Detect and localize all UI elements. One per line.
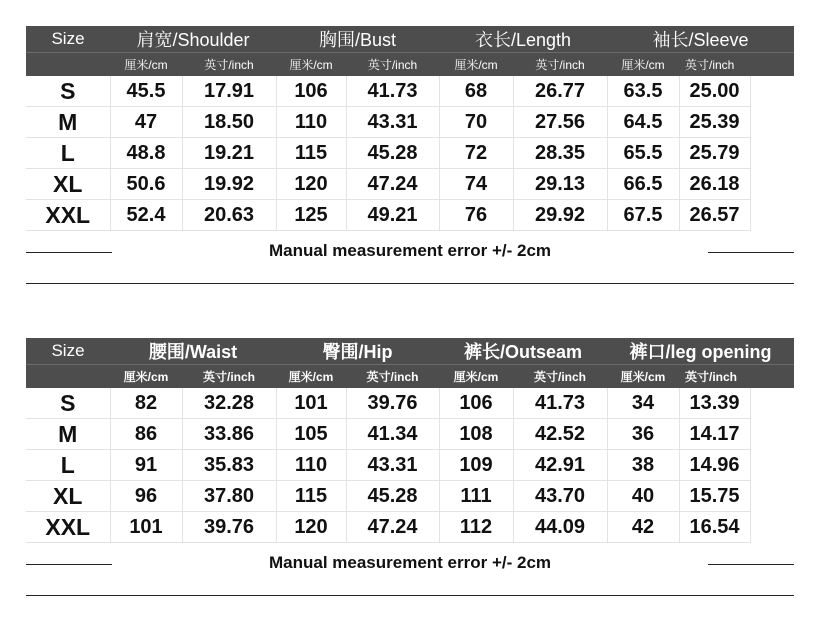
spacer-cell: [750, 200, 794, 231]
value-cm-cell: 48.8: [110, 138, 182, 169]
size-cell: S: [26, 388, 110, 419]
unit-cm: 厘米/cm: [276, 53, 346, 77]
value-cm-cell: 96: [110, 481, 182, 512]
value-cm-cell: 70: [439, 107, 513, 138]
value-inch-cell: 16.54: [679, 512, 750, 543]
note-line-right: [708, 252, 794, 253]
value-inch-cell: 26.77: [513, 76, 607, 107]
value-cm-cell: 68: [439, 76, 513, 107]
value-cm-cell: 106: [439, 388, 513, 419]
unit-inch: 英寸/inch: [346, 53, 439, 77]
table-row: [26, 169, 794, 200]
value-inch-cell: 19.21: [182, 138, 276, 169]
value-inch-cell: 47.24: [346, 169, 439, 200]
value-cm-cell: 67.5: [607, 200, 679, 231]
bottom-size-table: [26, 338, 794, 543]
value-inch-cell: 45.28: [346, 481, 439, 512]
value-cm-cell: 112: [439, 512, 513, 543]
unit-inch: 英寸/inch: [182, 365, 276, 389]
header-shoulder: 肩宽/Shoulder: [110, 26, 276, 53]
value-inch-cell: 37.80: [182, 481, 276, 512]
spacer-cell: [750, 388, 794, 419]
value-inch-cell: 26.18: [679, 169, 750, 200]
value-inch-cell: 39.76: [346, 388, 439, 419]
spacer-cell: [750, 138, 794, 169]
value-inch-cell: 25.79: [679, 138, 750, 169]
header-sleeve: 袖长/Sleeve: [607, 26, 794, 53]
table-row: [26, 481, 794, 512]
value-cm-cell: 115: [276, 481, 346, 512]
section-divider: [26, 595, 794, 596]
value-inch-cell: 42.52: [513, 419, 607, 450]
value-inch-cell: 29.92: [513, 200, 607, 231]
value-inch-cell: 33.86: [182, 419, 276, 450]
top-rows: [26, 76, 794, 231]
header-length: 衣长/Length: [439, 26, 607, 53]
size-cell: XXL: [26, 200, 110, 231]
spacer-cell: [750, 169, 794, 200]
value-cm-cell: 101: [110, 512, 182, 543]
value-inch-cell: 29.13: [513, 169, 607, 200]
value-cm-cell: 125: [276, 200, 346, 231]
unit-cm: 厘米/cm: [110, 365, 182, 389]
value-inch-cell: 14.96: [679, 450, 750, 481]
unit-blank: [26, 365, 110, 389]
unit-inch: 英寸/inch: [346, 365, 439, 389]
unit-row: [26, 53, 794, 77]
unit-cm: 厘米/cm: [110, 53, 182, 77]
top-size-table: [26, 26, 794, 231]
value-cm-cell: 109: [439, 450, 513, 481]
value-inch-cell: 32.28: [182, 388, 276, 419]
spacer-cell: [750, 107, 794, 138]
size-cell: M: [26, 107, 110, 138]
note-text: Manual measurement error +/- 2cm: [268, 241, 552, 260]
measurement-note: [26, 545, 794, 585]
spacer-cell: [750, 512, 794, 543]
value-inch-cell: 28.35: [513, 138, 607, 169]
value-inch-cell: 43.31: [346, 107, 439, 138]
value-inch-cell: 13.39: [679, 388, 750, 419]
value-cm-cell: 111: [439, 481, 513, 512]
unit-inch: 英寸/inch: [182, 53, 276, 77]
table-row: [26, 450, 794, 481]
value-cm-cell: 38: [607, 450, 679, 481]
value-cm-cell: 50.6: [110, 169, 182, 200]
value-cm-cell: 65.5: [607, 138, 679, 169]
value-cm-cell: 47: [110, 107, 182, 138]
bottom-rows: [26, 388, 794, 543]
top-size-chart: [26, 26, 794, 273]
value-cm-cell: 45.5: [110, 76, 182, 107]
value-cm-cell: 120: [276, 512, 346, 543]
header-outseam: 裤长/Outseam: [439, 338, 607, 365]
value-inch-cell: 20.63: [182, 200, 276, 231]
table-row: [26, 138, 794, 169]
value-inch-cell: 43.70: [513, 481, 607, 512]
value-inch-cell: 41.73: [346, 76, 439, 107]
header-hip: 臀围/Hip: [276, 338, 439, 365]
unit-cm: 厘米/cm: [607, 365, 679, 389]
value-inch-cell: 49.21: [346, 200, 439, 231]
size-cell: S: [26, 76, 110, 107]
table-row: [26, 419, 794, 450]
value-cm-cell: 72: [439, 138, 513, 169]
size-cell: L: [26, 138, 110, 169]
value-cm-cell: 52.4: [110, 200, 182, 231]
value-cm-cell: 42: [607, 512, 679, 543]
value-cm-cell: 64.5: [607, 107, 679, 138]
value-cm-cell: 120: [276, 169, 346, 200]
unit-inch: 英寸/inch: [513, 365, 607, 389]
value-cm-cell: 34: [607, 388, 679, 419]
spacer-cell: [750, 76, 794, 107]
value-cm-cell: 76: [439, 200, 513, 231]
measurement-note: [26, 233, 794, 273]
value-cm-cell: 74: [439, 169, 513, 200]
value-inch-cell: 18.50: [182, 107, 276, 138]
value-cm-cell: 66.5: [607, 169, 679, 200]
value-cm-cell: 108: [439, 419, 513, 450]
unit-blank: [26, 53, 110, 77]
value-cm-cell: 91: [110, 450, 182, 481]
value-cm-cell: 82: [110, 388, 182, 419]
spacer-cell: [750, 450, 794, 481]
table-row: [26, 512, 794, 543]
value-cm-cell: 101: [276, 388, 346, 419]
spacer-cell: [750, 419, 794, 450]
note-line-right: [708, 564, 794, 565]
value-cm-cell: 63.5: [607, 76, 679, 107]
value-inch-cell: 27.56: [513, 107, 607, 138]
header-leg-opening: 裤口/leg opening: [607, 338, 794, 365]
value-cm-cell: 86: [110, 419, 182, 450]
value-inch-cell: 42.91: [513, 450, 607, 481]
table-row: [26, 107, 794, 138]
value-inch-cell: 47.24: [346, 512, 439, 543]
value-inch-cell: 35.83: [182, 450, 276, 481]
header-waist: 腰围/Waist: [110, 338, 276, 365]
value-cm-cell: 105: [276, 419, 346, 450]
size-header: Size: [26, 338, 110, 365]
value-inch-cell: 43.31: [346, 450, 439, 481]
unit-inch: 英寸/inch: [513, 53, 607, 77]
unit-inch: 英寸/inch: [679, 53, 794, 77]
size-cell: L: [26, 450, 110, 481]
value-cm-cell: 36: [607, 419, 679, 450]
value-inch-cell: 25.39: [679, 107, 750, 138]
value-inch-cell: 26.57: [679, 200, 750, 231]
note-text: Manual measurement error +/- 2cm: [268, 553, 552, 572]
section-divider: [26, 283, 794, 284]
header-bust: 胸围/Bust: [276, 26, 439, 53]
value-cm-cell: 110: [276, 450, 346, 481]
size-header: Size: [26, 26, 110, 53]
unit-row: [26, 365, 794, 389]
header-row: [26, 338, 794, 365]
value-inch-cell: 41.73: [513, 388, 607, 419]
header-row: [26, 26, 794, 53]
value-cm-cell: 40: [607, 481, 679, 512]
value-inch-cell: 41.34: [346, 419, 439, 450]
unit-inch: 英寸/inch: [679, 365, 794, 389]
value-inch-cell: 17.91: [182, 76, 276, 107]
unit-cm: 厘米/cm: [276, 365, 346, 389]
value-inch-cell: 44.09: [513, 512, 607, 543]
size-cell: XL: [26, 169, 110, 200]
value-inch-cell: 25.00: [679, 76, 750, 107]
value-inch-cell: 15.75: [679, 481, 750, 512]
size-cell: XXL: [26, 512, 110, 543]
table-row: [26, 388, 794, 419]
table-row: [26, 200, 794, 231]
value-cm-cell: 115: [276, 138, 346, 169]
table-row: [26, 76, 794, 107]
value-inch-cell: 14.17: [679, 419, 750, 450]
value-inch-cell: 19.92: [182, 169, 276, 200]
bottom-size-chart: [26, 338, 794, 585]
value-inch-cell: 45.28: [346, 138, 439, 169]
value-cm-cell: 110: [276, 107, 346, 138]
size-cell: XL: [26, 481, 110, 512]
unit-cm: 厘米/cm: [439, 53, 513, 77]
value-inch-cell: 39.76: [182, 512, 276, 543]
value-cm-cell: 106: [276, 76, 346, 107]
spacer-cell: [750, 481, 794, 512]
unit-cm: 厘米/cm: [439, 365, 513, 389]
unit-cm: 厘米/cm: [607, 53, 679, 77]
size-cell: M: [26, 419, 110, 450]
